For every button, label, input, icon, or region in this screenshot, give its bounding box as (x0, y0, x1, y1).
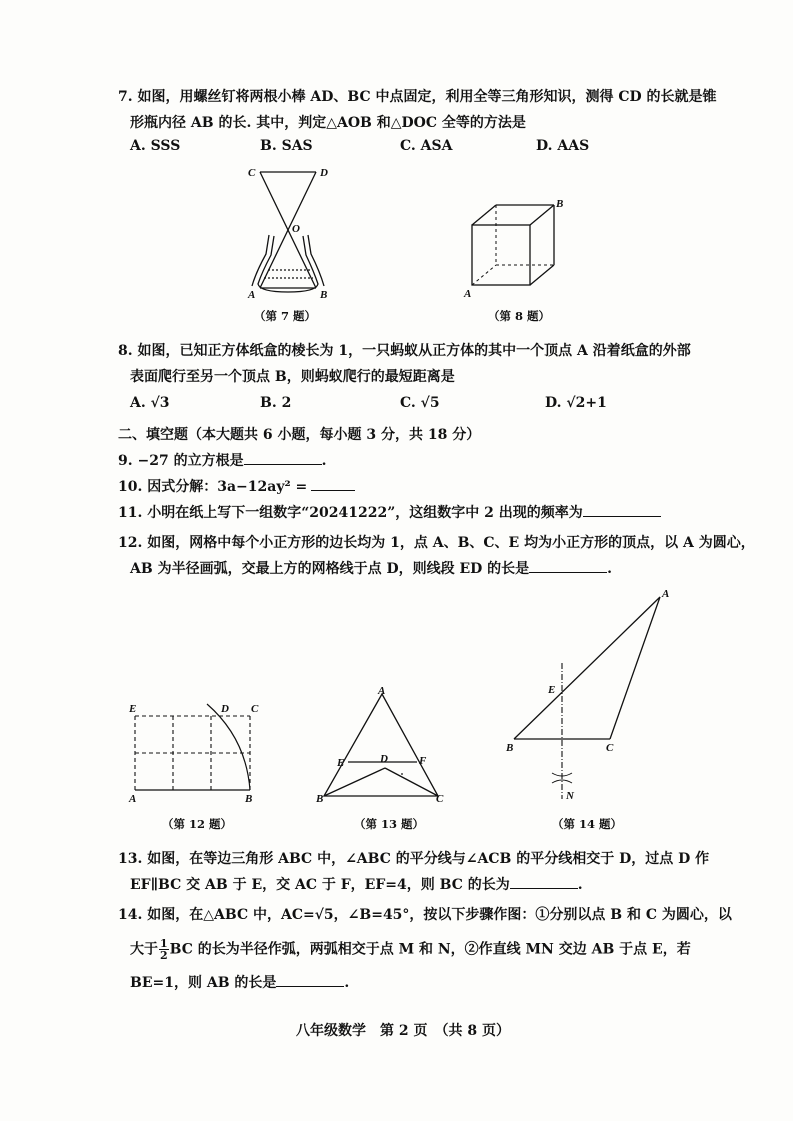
q8-figure-caption: （第 8 题） (488, 309, 551, 323)
q8-option-a: A. √3 (130, 395, 170, 411)
q14-fraction-numerator: 1 (160, 937, 168, 950)
q14-label-a: A (662, 588, 670, 600)
q12-label-e: E (129, 703, 137, 715)
q7-text-line2: 形瓶内径 AB 的长. 其中，判定△AOB 和△DOC 全等的方法是 (130, 115, 526, 131)
q14-label-n: N (566, 790, 574, 802)
q13-figure-caption: （第 13 题） (354, 817, 425, 831)
q14-prompt-part1: 大于 (130, 941, 158, 958)
q7-label-d: D (320, 167, 328, 179)
q13-text-line1: 13. 如图，在等边三角形 ABC 中，∠ABC 的平分线与∠ACB 的平分线相交于 D，过点 D 作 (118, 851, 710, 867)
q13-answer-blank[interactable] (510, 874, 578, 889)
q10-answer-blank[interactable] (311, 476, 355, 491)
q14-prompt-part3: BE=1，则 AB 的长是 (130, 975, 277, 991)
q14-fraction (159, 938, 169, 961)
q8-option-c: C. √5 (400, 395, 440, 411)
q12-figure-caption: （第 12 题） (162, 817, 233, 831)
q8-text-line1: 8. 如图，已知正方体纸盒的棱长为 1，一只蚂蚁从正方体的其中一个顶点 A 沿着纸盒的外部 (118, 343, 691, 359)
q8-label-a: A (464, 288, 472, 300)
q12-text-line1: 12. 如图，网格中每个小正方形的边长均为 1，点 A、B、C、E 均为小正方形的顶点，以 A 为圆心， (118, 535, 755, 551)
q14-answer-blank[interactable] (276, 972, 344, 987)
q9-text: 9. −27 的立方根是 . (118, 450, 326, 470)
page-footer: 八年级数学 第 2 页 （共 8 页） (296, 1023, 510, 1039)
q8-option-b: B. 2 (260, 395, 292, 411)
q13-label-b: B (316, 793, 324, 805)
q8-label-b: B (556, 198, 564, 210)
q7-figure (240, 160, 340, 305)
q9-answer-blank[interactable] (244, 450, 322, 465)
q13-label-d: D (380, 753, 388, 765)
q14-prompt-part2: BC 的长为半径作弧，两弧相交于点 M 和 N，②作直线 MN 交边 AB 于点 E，若 (169, 941, 691, 958)
q14-label-c: C (606, 742, 614, 754)
q12-label-d: D (221, 703, 229, 715)
q11-answer-blank[interactable] (583, 502, 661, 517)
q13-label-a: A (378, 685, 386, 697)
q7-text-line1: 7. 如图，用螺丝钉将两根小棒 AD、BC 中点固定，利用全等三角形知识，测得 CD 的长就是锥 (118, 89, 717, 105)
q8-figure (460, 195, 570, 305)
q12-prompt: AB 为半径画弧，交最上方的网格线于点 D，则线段 ED 的长是 (130, 561, 530, 577)
q14-fraction-denominator: 2 (160, 949, 168, 962)
q13-prompt: EF∥BC 交 AB 于 E，交 AC 于 F，EF=4，则 BC 的长为 (130, 877, 510, 893)
q7-figure-caption: （第 7 题） (254, 309, 317, 323)
q7-label-b: B (320, 289, 328, 301)
q14-text-line2 (130, 938, 691, 961)
q14-label-e: E (548, 684, 556, 696)
q7-option-b: B. SAS (260, 138, 313, 154)
q12-label-c: C (251, 703, 259, 715)
q11-prompt: 11. 小明在纸上写下一组数字“20241222”，这组数字中 2 出现的频率为 (118, 505, 583, 521)
q12-label-b: B (245, 793, 253, 805)
q13-figure (310, 684, 450, 809)
q13-label-f: F (419, 755, 427, 767)
q8-option-d: D. √2+1 (545, 395, 607, 411)
q10-text (118, 476, 355, 496)
q10-prompt: 10. 因式分解：3a−12ay² = (118, 479, 308, 495)
q14-text-line3: BE=1，则 AB 的长是 . (130, 972, 349, 992)
q12-label-a: A (129, 793, 137, 805)
q14-figure-caption: （第 14 题） (552, 817, 623, 831)
q7-option-d: D. AAS (536, 138, 590, 154)
q8-text-line2: 表面爬行至另一个顶点 B，则蚂蚁爬行的最短距离是 (130, 369, 455, 385)
section-fill-in-heading: 二、填空题（本大题共 6 小题，每小题 3 分，共 18 分） (118, 427, 481, 443)
q14-label-b: B (506, 742, 514, 754)
q14-text-line1: 14. 如图，在△ABC 中，AC=√5，∠B=45°，按以下步骤作图：①分别以点 B 和 C 为圆心，以 (118, 907, 732, 923)
q13-text-line2: EF∥BC 交 AB 于 E，交 AC 于 F，EF=4，则 BC 的长为 . (130, 874, 583, 894)
q7-option-c: C. ASA (400, 138, 453, 154)
q13-label-c: C (436, 793, 444, 805)
q7-label-o: O (292, 223, 300, 235)
q7-option-a: A. SSS (130, 138, 181, 154)
q13-label-e: E (337, 757, 345, 769)
q7-label-c: C (248, 167, 256, 179)
q14-figure (500, 585, 680, 805)
q7-label-a: A (248, 289, 256, 301)
q11-text (118, 502, 661, 522)
q9-prompt: 9. −27 的立方根是 (118, 453, 244, 469)
q12-text-line2: AB 为半径画弧，交最上方的网格线于点 D，则线段 ED 的长是 . (130, 558, 612, 578)
q12-figure (125, 698, 265, 808)
q12-answer-blank[interactable] (529, 558, 607, 573)
